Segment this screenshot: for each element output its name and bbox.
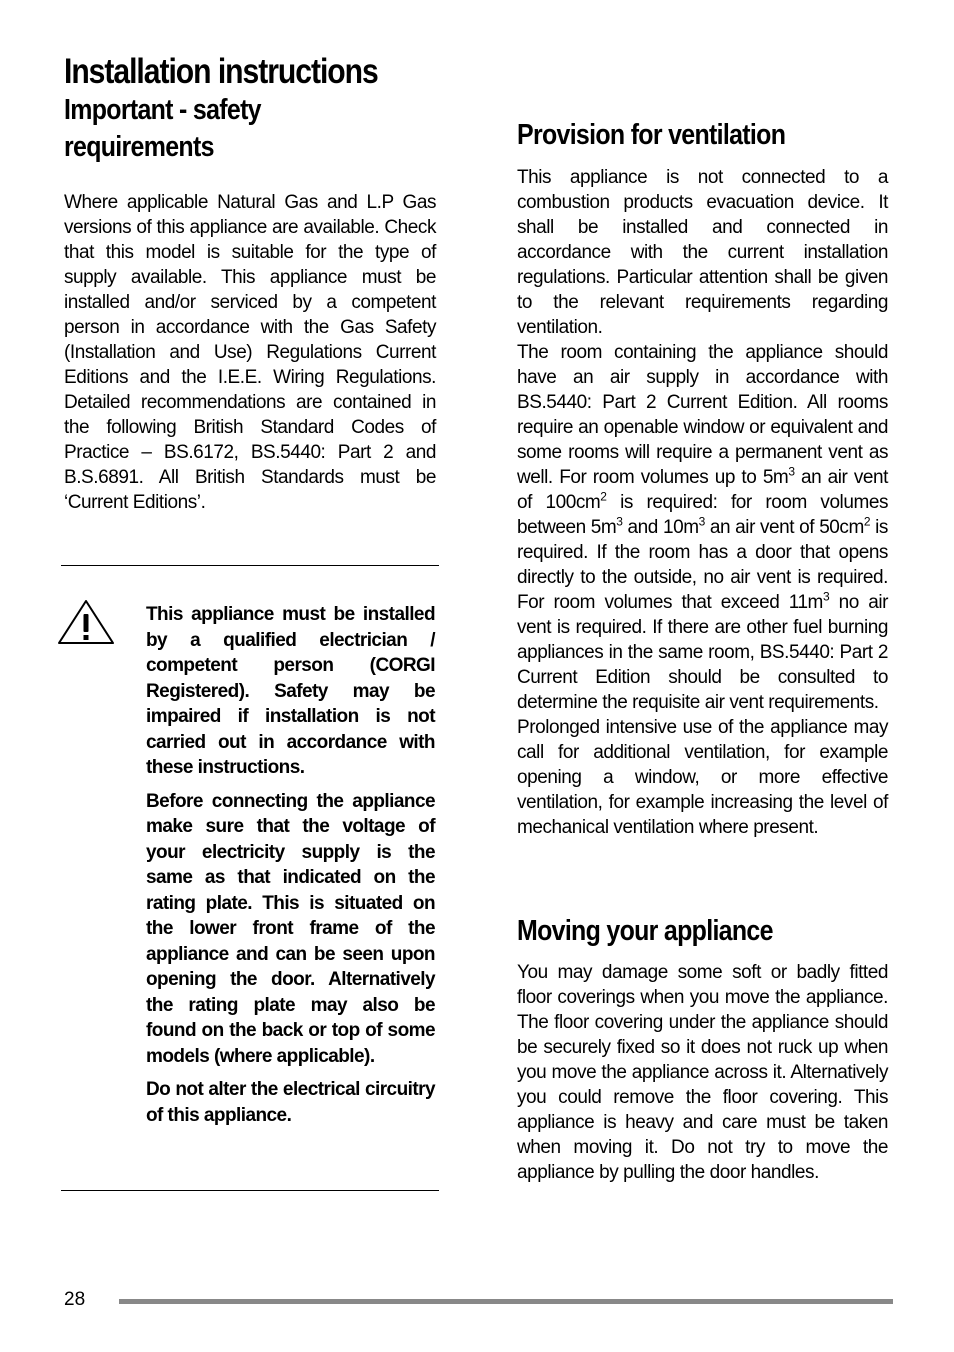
moving-heading: Moving your appliance bbox=[517, 915, 773, 947]
page-number: 28 bbox=[64, 1289, 86, 1310]
ventilation-heading: Provision for ventilation bbox=[517, 119, 786, 151]
warning-paragraph-2: Before connecting the appliance make sure that the voltage of your electricity supply is the same as that indicated on the rating plate. This is situated on the lower front frame of the appliance and can be seen upon opening the door. Alternatively the rating plate may also be found on the back or top of some models (where applicable). bbox=[146, 790, 435, 1067]
divider-bottom bbox=[61, 1190, 439, 1191]
ventilation-paragraph-2: The room containing the appliance should have an air supply in accordance with BS.5440: Part 2 Current Edition. All rooms require an openable window or equivalent and some rooms will require a permanent vent as well. For room volumes up to $5m^3$ an air vent of $100cm^2$ is required: for room volumes between $5m^3$ and $10m^3$ an air vent of $50cm^2$ is required. If the room has a door that opens directly to the outside, no air vent is required. For room volumes that exceed $11m^3$ no air vent is required. If there are other fuel burning appliances in the same room, BS.5440: Part 2 Current Edition should be consulted to determine the requisite air vent requirements. bbox=[517, 342, 888, 713]
ventilation-paragraph-1: This appliance is not connected to a combustion products evacuation device. It shall be installed and connected in accordance with the current installation regulations. Particular attention shall be given to the relevant requirements regarding ventilation. bbox=[517, 167, 888, 338]
page-title: Installation instructions bbox=[64, 52, 378, 91]
footer-bar bbox=[119, 1299, 893, 1304]
ventilation-paragraph-3: Prolonged intensive use of the appliance may call for additional ventilation, for example opening a window, or more effective ventilation, for example increasing the level of mechanical ventilation where present. bbox=[517, 717, 888, 838]
safety-heading-line2: requirements bbox=[64, 131, 214, 163]
warning-block bbox=[146, 602, 435, 1128]
safety-heading bbox=[64, 92, 293, 166]
moving-paragraph: You may damage some soft or badly fitted floor coverings when you move the appliance. The floor covering under the appliance should be securely fixed so it does not ruck up when you move the appliance across it. Alternatively you could remove the floor covering. This appliance is heavy and care must be taken when moving it. Do not try to move the appliance by pulling the door handles. bbox=[517, 962, 888, 1183]
warning-paragraph-3: Do not alter the electrical circuitry of this appliance. bbox=[146, 1079, 435, 1126]
warning-triangle-icon bbox=[56, 598, 116, 646]
safety-heading-line1: Important - safety bbox=[64, 94, 261, 126]
warning-paragraph-1: This appliance must be installed by a qualified electrician / competent person (CORGI Registered). Safety may be impaired if installation is not carried out in accordance with these instructions. bbox=[146, 604, 435, 778]
divider-top bbox=[61, 565, 439, 566]
ventilation-section bbox=[517, 165, 888, 840]
safety-intro-paragraph: Where applicable Natural Gas and L.P Gas versions of this appliance are available. Check that this model is suitable for the type of supply available. This appliance must be installed and/or serviced by a competent person in accordance with the Gas Safety (Installation and Use) Regulations Current Editions and the I.E.E. Wiring Regulations. Detailed recommendations are contained in the following British Standard Codes of Practice – BS.6172, BS.5440: Part 2 and B.S.6891. All British Standards must be ‘Current Editions’. bbox=[64, 192, 436, 513]
